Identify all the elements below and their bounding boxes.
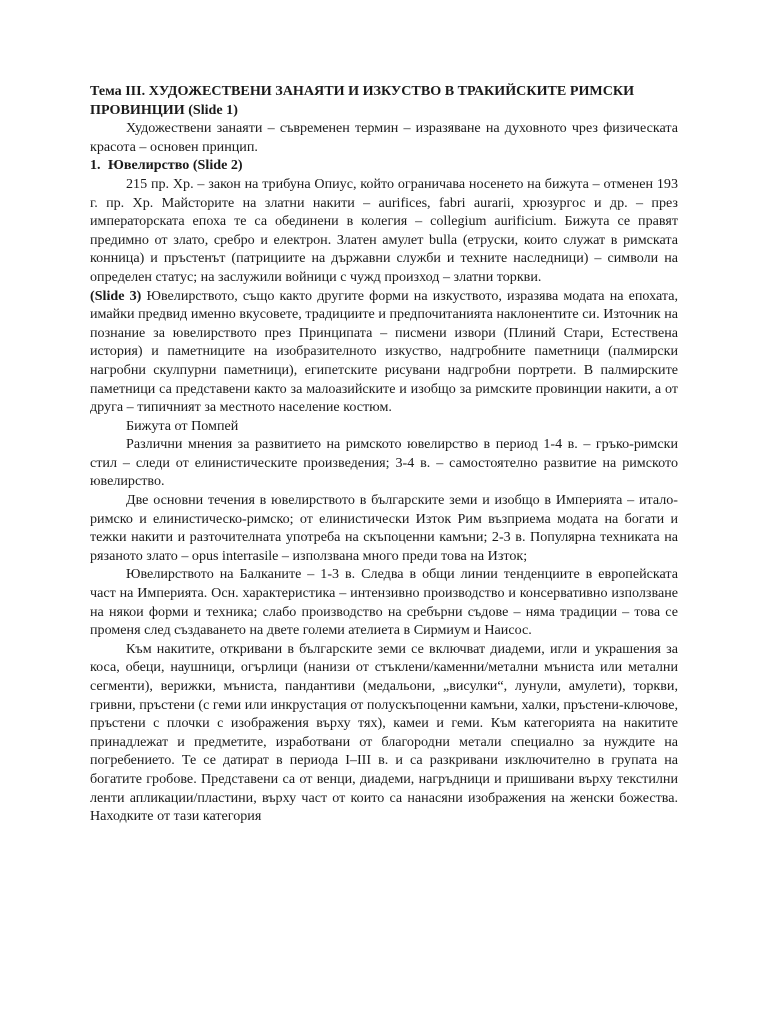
section-heading-text: Ювелирство (Slide 2) xyxy=(108,157,243,174)
section-heading-jewelry xyxy=(90,156,678,175)
section-number: 1. xyxy=(90,157,101,174)
paragraph-pompeii: Бижута от Помпей xyxy=(126,417,239,434)
document-page xyxy=(90,82,678,826)
paragraph-slide3-text: Ювелирството, също както другите форми на изкуството, изразява модата на епохата, имайки предвид именно вкусовете, традициите и предпочитанията наклонентите си. Източник на познание за ювелирството през Принципата – писмени извори (Плиний Стари, Естествена история) и паметниците на изобразителното изкуство, надгробните паметници (палмирски нагробни скулпурни паметници), египетските рисувани надгробни портрети. В палмирските паметници са представени както за малоазийските и изобщо за римските провинции накити, а от друга – типичният за местното население костюм. xyxy=(90,287,678,416)
paragraph-opinions: Различни мнения за развитието на римското ювелирство в период 1-4 в. – гръко-римски стил – следи от елинистическите произведения; 3-4 в. – самостоятелно развитие на римското ювелирство. xyxy=(90,436,678,490)
paragraph-slide3 xyxy=(90,287,678,417)
paragraph-law-opius: 215 пр. Хр. – закон на трибуна Опиус, който ограничава носенето на бижута – отменен 193 г. пр. Хр. Майсторите на златни накити – aurifices, fabri aurarii, хрюзургос и др. – през императорската епоха те са обединени в колегия – collegium aurificium. Бижута се правят предимно от злато, сребро и електрон. Златен амулет bulla (етруски, които служат в римската конница) и пръстенът (патрициите на държавни служби и техните наследници) – символи на определен статус; на заслужили войници с чужд произход – златни торкви. xyxy=(90,175,678,285)
paragraph-balkans: Ювелирството на Балканите – 1-3 в. Следва в общи линии тенденциите в европейската част на Империята. Осн. характеристика – интензивно производство и консервативно използване на някои форми и техника; слабо производство на сребърни съдове – няма традиции – това се променя след създаването на двете големи ателиета в Сирмиум и Наисос. xyxy=(90,566,678,639)
document-title: Тема III. ХУДОЖЕСТВЕНИ ЗАНАЯТИ И ИЗКУСТВО В ТРАКИЙСКИТЕ РИМСКИ ПРОВИНЦИИ (Slide 1) xyxy=(90,83,635,118)
slide-reference: (Slide 3) xyxy=(90,287,142,304)
paragraph-two-currents: Две основни течения в ювелирството в българските земи и изобщо в Империята – итало-римско и елинистическо-римско; от елинистически Изток Рим възприема модата на богати и тежки накити и разточителната употреба на скъпоценни камъни; 2-3 в. Популярна техниката на рязаното злато – opus interrasile – използвана много преди това на Изток; xyxy=(90,492,678,564)
intro-paragraph: Художествени занаяти – съвременен термин – изразяване на духовното чрез физическата красота – основен принцип. xyxy=(90,120,678,155)
paragraph-jewelry-types: Към накитите, откривани в българските земи се включват диадеми, игли и украшения за коса, обеци, наушници, огърлици (нанизи от стъклени/каменни/метални мъниста или метални сегменти), верижки, мъниста, пандантиви (медальони, „висулки“, лунули, амулети), торкви, гривни, пръстени (с геми или инкрустация от полускъпоценни камъни, халки, пръстени-ключове, пръстени с плочки с изображения върху тях), камеи и геми. Към категорията на накитите принадлежат и предметите, изработвани от благородни метали специално за нуждите на погребението. Те се датират в периода I–III в. и са разкривани изключително в групата на богатите гробове. Представени са от венци, диадеми, нагръдници и пришивани върху текстилни ленти апликации/пластини, върху част от които са нанасяни изображения на женски божества. Находките от тази категория xyxy=(90,640,678,825)
